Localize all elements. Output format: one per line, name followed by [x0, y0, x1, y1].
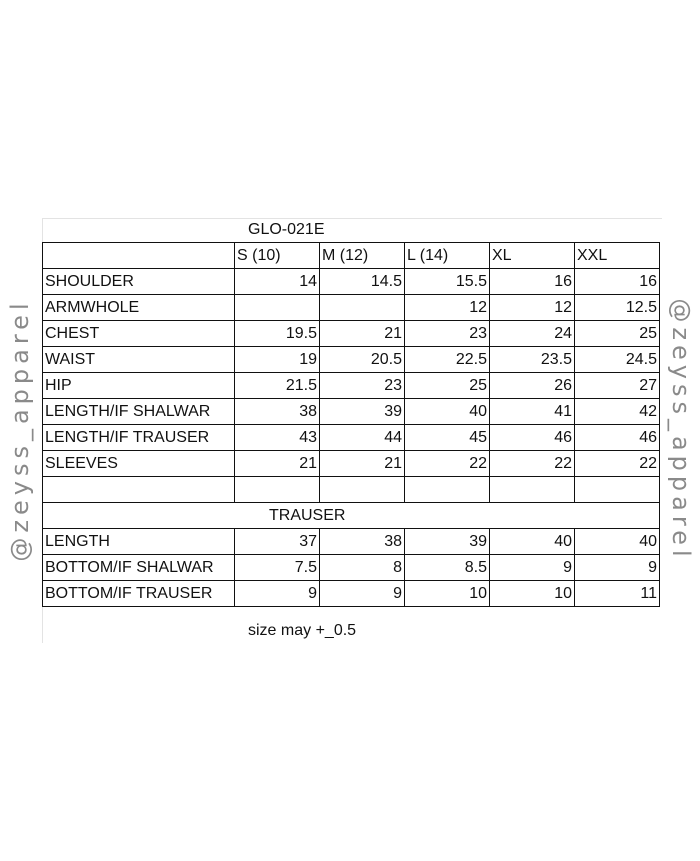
- table-cell: [320, 295, 405, 321]
- row-label: BOTTOM/IF SHALWAR: [43, 555, 235, 581]
- table-row: [43, 555, 660, 581]
- table-cell: 11: [575, 581, 660, 607]
- table-cell: 40: [405, 399, 490, 425]
- table-cell: 15.5: [405, 269, 490, 295]
- table-cell: 37: [235, 529, 320, 555]
- table-cell: 12.5: [575, 295, 660, 321]
- table-cell: 24.5: [575, 347, 660, 373]
- table-cell: 7.5: [235, 555, 320, 581]
- table-cell: 14.5: [320, 269, 405, 295]
- table-cell: 25: [405, 373, 490, 399]
- header-blank-cell: [43, 243, 235, 269]
- size-tolerance-note: size may +_0.5: [248, 622, 357, 639]
- table-row: [43, 399, 660, 425]
- table-cell: 39: [405, 529, 490, 555]
- table-cell: 10: [490, 581, 575, 607]
- table-cell: 40: [490, 529, 575, 555]
- table-row: [43, 373, 660, 399]
- blank-cell: [405, 477, 490, 503]
- table-row: [43, 321, 660, 347]
- row-label: SLEEVES: [43, 451, 235, 477]
- size-header-l: L (14): [405, 243, 490, 269]
- size-header-xl: XL: [490, 243, 575, 269]
- table-cell: 21: [320, 451, 405, 477]
- table-cell: 9: [575, 555, 660, 581]
- table-cell: 44: [320, 425, 405, 451]
- table-row: [43, 269, 660, 295]
- table-cell: 16: [490, 269, 575, 295]
- table-cell: 19.5: [235, 321, 320, 347]
- table-cell: 24: [490, 321, 575, 347]
- table-cell: 20.5: [320, 347, 405, 373]
- table-cell: 23.5: [490, 347, 575, 373]
- sheet-gridline-top: [42, 218, 662, 219]
- table-cell: 40: [575, 529, 660, 555]
- size-header-s: S (10): [235, 243, 320, 269]
- table-cell: 22: [405, 451, 490, 477]
- table-cell: 21.5: [235, 373, 320, 399]
- table-row: [43, 347, 660, 373]
- watermark-text-left: @zeyss_apparel: [6, 298, 34, 562]
- table-cell: 22: [490, 451, 575, 477]
- table-cell: 46: [575, 425, 660, 451]
- row-label: HIP: [43, 373, 235, 399]
- table-cell: 21: [320, 321, 405, 347]
- blank-cell: [235, 477, 320, 503]
- table-cell: 39: [320, 399, 405, 425]
- table-cell: 9: [490, 555, 575, 581]
- table-cell: 8: [320, 555, 405, 581]
- table-cell: 14: [235, 269, 320, 295]
- table-cell: 25: [575, 321, 660, 347]
- table-cell: 22: [575, 451, 660, 477]
- table-cell: 27: [575, 373, 660, 399]
- size-chart-table: [42, 242, 660, 607]
- size-chart-sheet: [42, 218, 662, 643]
- table-cell: 26: [490, 373, 575, 399]
- blank-cell: [575, 477, 660, 503]
- blank-cell: [43, 477, 235, 503]
- size-header-m: M (12): [320, 243, 405, 269]
- trouser-section-title: TRAUSER: [43, 503, 660, 529]
- table-cell: 9: [235, 581, 320, 607]
- table-row: [43, 529, 660, 555]
- size-header-xxl: XXL: [575, 243, 660, 269]
- row-label: SHOULDER: [43, 269, 235, 295]
- table-cell: 41: [490, 399, 575, 425]
- blank-cell: [490, 477, 575, 503]
- row-label: LENGTH/IF TRAUSER: [43, 425, 235, 451]
- table-cell: 19: [235, 347, 320, 373]
- table-row: [43, 451, 660, 477]
- row-label: LENGTH: [43, 529, 235, 555]
- table-cell: 21: [235, 451, 320, 477]
- table-cell: 38: [320, 529, 405, 555]
- table-row: [43, 425, 660, 451]
- blank-cell: [320, 477, 405, 503]
- table-cell: 8.5: [405, 555, 490, 581]
- table-cell: 12: [405, 295, 490, 321]
- row-label: CHEST: [43, 321, 235, 347]
- size-header-row: [43, 243, 660, 269]
- table-cell: 38: [235, 399, 320, 425]
- table-cell: 23: [320, 373, 405, 399]
- table-cell: 46: [490, 425, 575, 451]
- table-cell: 12: [490, 295, 575, 321]
- table-cell: 22.5: [405, 347, 490, 373]
- table-row: [43, 295, 660, 321]
- table-cell: 10: [405, 581, 490, 607]
- table-cell: [235, 295, 320, 321]
- table-cell: 43: [235, 425, 320, 451]
- row-label: BOTTOM/IF TRAUSER: [43, 581, 235, 607]
- table-row: [43, 581, 660, 607]
- row-label: ARMWHOLE: [43, 295, 235, 321]
- blank-row: [43, 477, 660, 503]
- trouser-title-row: [43, 503, 660, 529]
- table-cell: 16: [575, 269, 660, 295]
- table-cell: 23: [405, 321, 490, 347]
- product-code-title: GLO-021E: [248, 221, 325, 238]
- watermark-text-right: @zeyss_apparel: [667, 298, 695, 562]
- table-cell: 9: [320, 581, 405, 607]
- table-cell: 45: [405, 425, 490, 451]
- row-label: WAIST: [43, 347, 235, 373]
- table-cell: 42: [575, 399, 660, 425]
- row-label: LENGTH/IF SHALWAR: [43, 399, 235, 425]
